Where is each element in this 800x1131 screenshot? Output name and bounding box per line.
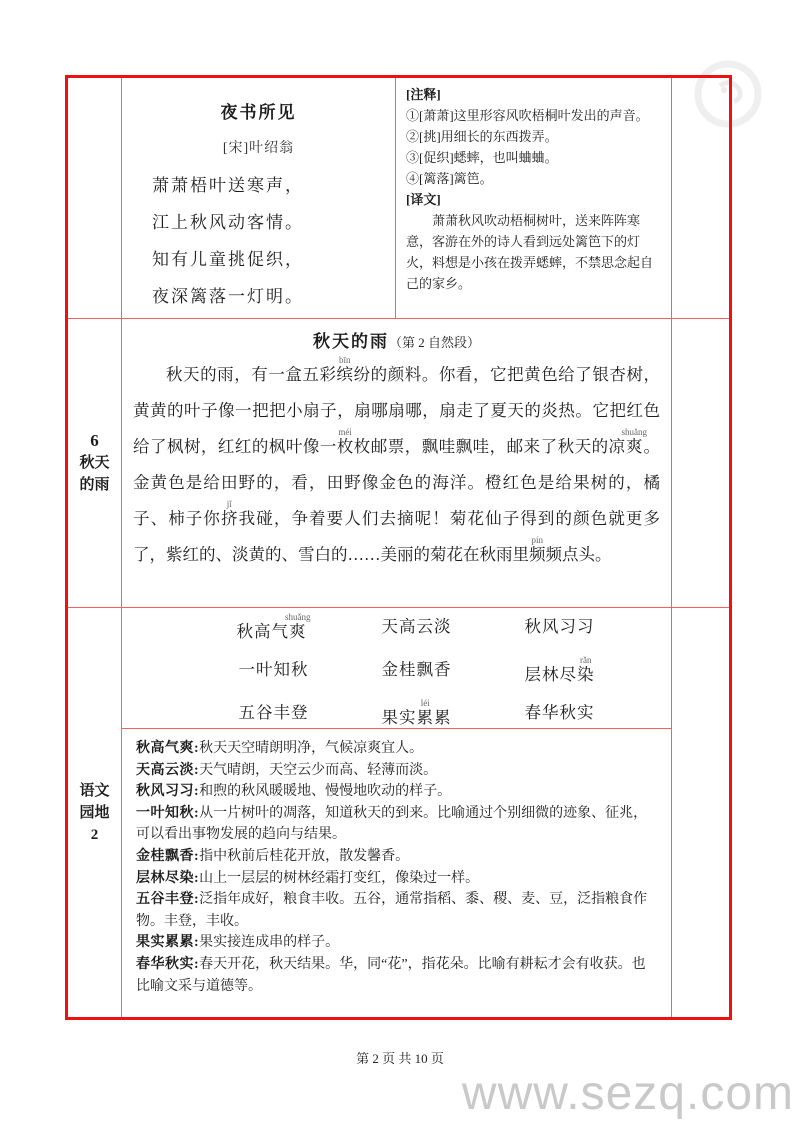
rain-title-suffix: （第 2 自然段） [388,335,480,350]
poem-column [122,78,396,318]
idioms-grid-cell [122,607,672,728]
definitions-cell [122,728,672,1017]
poem-line: 江上秋风动客情。 [152,213,304,232]
site-watermark: www.sezq.com [461,1067,794,1120]
row3-side-cell [672,607,729,1017]
notes-column [396,78,671,318]
note-item: ①[萧萧]这里形容风吹梧桐叶发出的声音。 [406,108,649,123]
lesson-number: 6 [90,431,99,450]
definition-item: 天高云淡:天气晴朗，天空云少而高、轻薄而淡。 [136,762,438,778]
row1-label-cell [68,78,122,318]
poem-and-notes-cell [122,78,672,318]
idiom-item: 秋风习习 [524,616,595,636]
row1-side-cell [672,78,729,318]
translation-header: [译文] [406,192,441,207]
page-number: 第 2 页 共 10 页 [356,1051,444,1066]
poem-line: 夜深篱落一灯明。 [152,287,304,306]
definition-item: 秋高气爽:秋天天空晴朗明净，气候凉爽宜人。 [136,741,424,756]
lesson-label-line2: 的雨 [79,477,110,493]
poem-line: 知有儿童挑促织， [152,250,304,269]
rain-paragraph-cell [122,318,672,607]
poem-lines [122,167,395,315]
garden-label-line2: 园地 [79,804,110,821]
translation-text: 萧萧秋风吹动梧桐树叶，送来阵阵寒意，客游在外的诗人看到远处篱笆下的灯火，料想是小孩在拨弄蟋蟀，不禁思念起自己的家乡。 [406,213,654,291]
note-item: ④[篱落]篱笆。 [406,171,493,186]
note-item: ③[促织]蟋蟀，也叫蛐蛐。 [406,150,558,165]
garden-label-cell [68,607,122,1017]
idiom-item: 春华秋实 [524,702,595,722]
rain-title-main: 秋天的雨 [312,332,389,351]
lesson-label-cell [68,318,122,607]
garden-label-line1: 语文 [79,782,110,799]
note-item: ②[挑]用细长的东西拨弄。 [406,129,558,144]
definition-item: 层林尽染:山上一层层的树林经霜打变红，像染过一样。 [136,870,480,886]
idiom-item: 一叶知秋 [238,659,309,679]
poem-author: [宋]叶绍翁 [222,141,295,156]
definition-item: 果实累累:果实接连成串的样子。 [136,935,340,951]
notes-header: [注释] [406,87,441,102]
poem-line: 萧萧梧叶送寒声， [152,176,304,195]
idiom-item: 五谷丰登 [238,702,309,722]
row2-side-cell [672,318,729,607]
poem-title: 夜书所见 [220,103,297,122]
definition-item: 秋风习习:和煦的秋风暖暖地、慢慢地吹动的样子。 [136,784,452,800]
worksheet-table [65,75,732,1020]
definition-item: 五谷丰登:泛指年成好，粮食丰收。五谷，通常指稻、黍、稷、麦、豆，泛指粮食作物。丰登，丰收。 [136,892,648,929]
idiom-item: 层林尽染rǎn [524,654,595,684]
lesson-label-line1: 秋天 [79,455,110,471]
rain-paragraph: 秋天的雨，有一盒五彩缤bīn纷的颜料。你看，它把黄色给了银杏树，黄黄的叶子像一把把小扇子，扇哪扇哪，扇走了夏天的炎热。它把红色给了枫树，红红的枫叶像一枚méi枚邮票，飘哇飘哇，邮来了秋天的凉爽shuǎng。金黄色是给田野的，看，田野像金色的海洋。橙红色是给果树的，橘子、柿子你挤jǐ我碰，争着要人们去摘呢！菊花仙子得到的颜色就更多了，紫红的、淡黄的、雪白的……美丽的菊花在秋雨里频pín频点头。 [133,355,661,564]
idiom-item: 天高云淡 [381,616,452,636]
notes-list [406,105,663,189]
definition-item: 春华秋实:春天开花，秋天结果。华，同“花”，指花朵。比喻有耕耘才会有收获。也比喻文采与道德等。 [136,956,646,994]
idiom-item: 秋高气爽shuǎng [236,611,311,641]
definition-item: 一叶知秋:从一片树叶的凋落，知道秋天的到来。比喻通过个别细微的迹象、征兆，可以看出事物发展的趋向与结果。 [136,805,648,843]
rain-title [133,327,660,352]
garden-number: 2 [90,826,99,843]
definition-item: 金桂飘香:指中秋前后桂花开放，散发馨香。 [136,848,410,864]
idiom-item: 果实累léi累 [381,697,452,727]
idiom-item: 金桂飘香 [381,659,452,679]
